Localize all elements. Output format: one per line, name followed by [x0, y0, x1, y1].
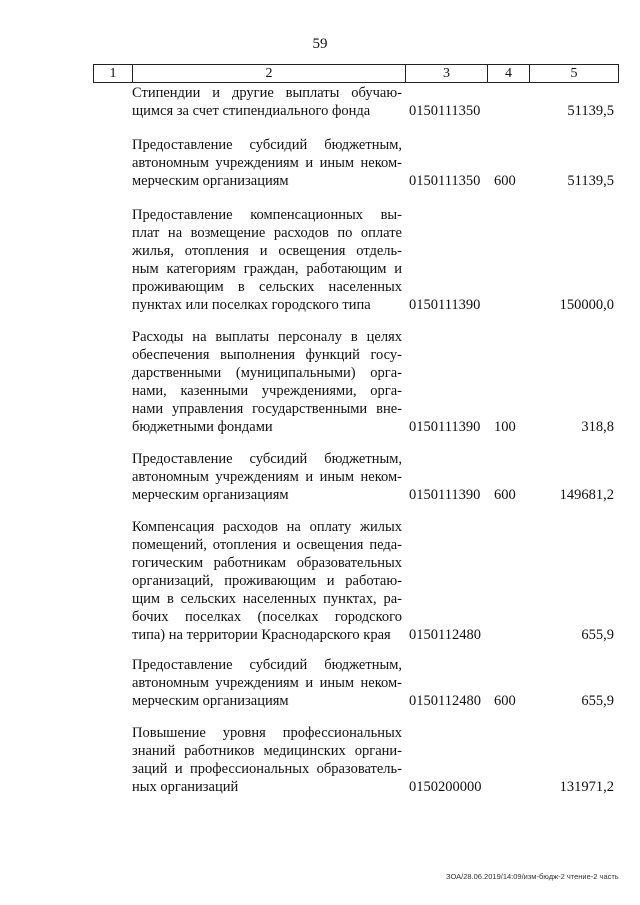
row-code: 0150111390	[409, 297, 481, 313]
row-description-line: Стипендии и другие выплаты обучаю-	[132, 85, 402, 101]
row-expense-type: 600	[494, 173, 516, 189]
row-description-line: Предоставление субсидий бюджетным,	[132, 137, 402, 153]
row-description-line: Компенсация расходов на оплату жилых	[132, 519, 402, 535]
row-description-line: бочих поселках (поселках городского	[132, 609, 402, 625]
row-description-line: Повышение уровня профессиональных	[132, 725, 402, 741]
column-header-4: 4	[488, 65, 530, 83]
row-description-line: Расходы на выплаты персоналу в целях	[132, 329, 402, 345]
row-description-line: щимся за счет стипендиального фонда	[132, 103, 371, 119]
row-description	[132, 328, 402, 436]
row-description-line: бюджетными фондами	[132, 419, 273, 435]
column-header-table	[93, 64, 619, 83]
row-amount: 51139,5	[567, 173, 614, 189]
row-description-line: гогическим работникам образовательных	[132, 555, 402, 571]
row-description-line: пунктах или поселках городского типа	[132, 297, 371, 313]
column-header-3: 3	[406, 65, 488, 83]
row-description-line: дарственными (муниципальными) орга-	[132, 365, 402, 381]
row-amount: 149681,2	[559, 487, 614, 503]
row-description	[132, 206, 402, 314]
row-amount: 655,9	[581, 693, 614, 709]
row-description-line: организаций, проживающим и работаю-	[132, 573, 402, 589]
row-description-line: обеспечения выполнения функций госу-	[132, 347, 402, 363]
row-description-line: нами, казенными учреждениями, орга-	[132, 383, 402, 399]
row-amount: 655,9	[581, 627, 614, 643]
row-description-line: ным категориям граждан, работающим и	[132, 261, 402, 277]
row-code: 0150112480	[409, 693, 481, 709]
row-description-line: Предоставление компенсационных вы-	[132, 207, 402, 223]
column-header-2: 2	[133, 65, 406, 83]
row-description-line: автономным учреждениям и иным неком-	[132, 469, 402, 485]
row-code: 0150111390	[409, 419, 481, 435]
row-description	[132, 136, 402, 190]
column-header-1: 1	[94, 65, 133, 83]
row-description-line: типа) на территории Краснодарского края	[132, 627, 391, 643]
row-description-line: автономным учреждениям и иным неком-	[132, 155, 402, 171]
row-description-line: щим в сельских населенных пунктах, ра-	[132, 591, 402, 607]
row-description-line: мерческим организациям	[132, 487, 289, 503]
row-description-line: мерческим организациям	[132, 693, 289, 709]
row-description-line: плат на возмещение расходов по оплате	[132, 225, 402, 241]
row-description-line: помещений, отопления и освещения педа-	[132, 537, 402, 553]
row-expense-type: 600	[494, 693, 516, 709]
row-amount: 51139,5	[567, 103, 614, 119]
row-description	[132, 724, 402, 796]
row-description	[132, 518, 402, 644]
row-expense-type: 100	[494, 419, 516, 435]
row-description-line: проживающим в сельских населенных	[132, 279, 402, 295]
row-expense-type: 600	[494, 487, 516, 503]
footer-stamp: ЗОА/28.06.2019/14:09/изм-бюдж-2 чтение-2 часть	[446, 872, 619, 881]
row-amount: 318,8	[581, 419, 614, 435]
page-number: 59	[312, 36, 328, 52]
row-code: 0150111390	[409, 487, 481, 503]
row-description-line: Предоставление субсидий бюджетным,	[132, 451, 402, 467]
row-description-line: мерческим организациям	[132, 173, 289, 189]
row-amount: 131971,2	[559, 779, 614, 795]
row-description-line: ных организаций	[132, 779, 239, 795]
row-description-line: заций и профессиональных образователь-	[132, 761, 402, 777]
row-description-line: жилья, отопления и освещения отдель-	[132, 243, 402, 259]
row-description	[132, 450, 402, 504]
row-description-line: знаний работников медицинских органи-	[132, 743, 402, 759]
row-description-line: Предоставление субсидий бюджетным,	[132, 657, 402, 673]
row-code: 0150200000	[409, 779, 482, 795]
row-code: 0150112480	[409, 627, 481, 643]
row-description	[132, 656, 402, 710]
row-code: 0150111350	[409, 103, 481, 119]
column-header-5: 5	[530, 65, 619, 83]
row-description-line: нами управления государственными вне-	[132, 401, 402, 417]
row-description-line: автономным учреждениям и иным неком-	[132, 675, 402, 691]
row-description	[132, 84, 402, 120]
row-amount: 150000,0	[559, 297, 614, 313]
row-code: 0150111350	[409, 173, 481, 189]
